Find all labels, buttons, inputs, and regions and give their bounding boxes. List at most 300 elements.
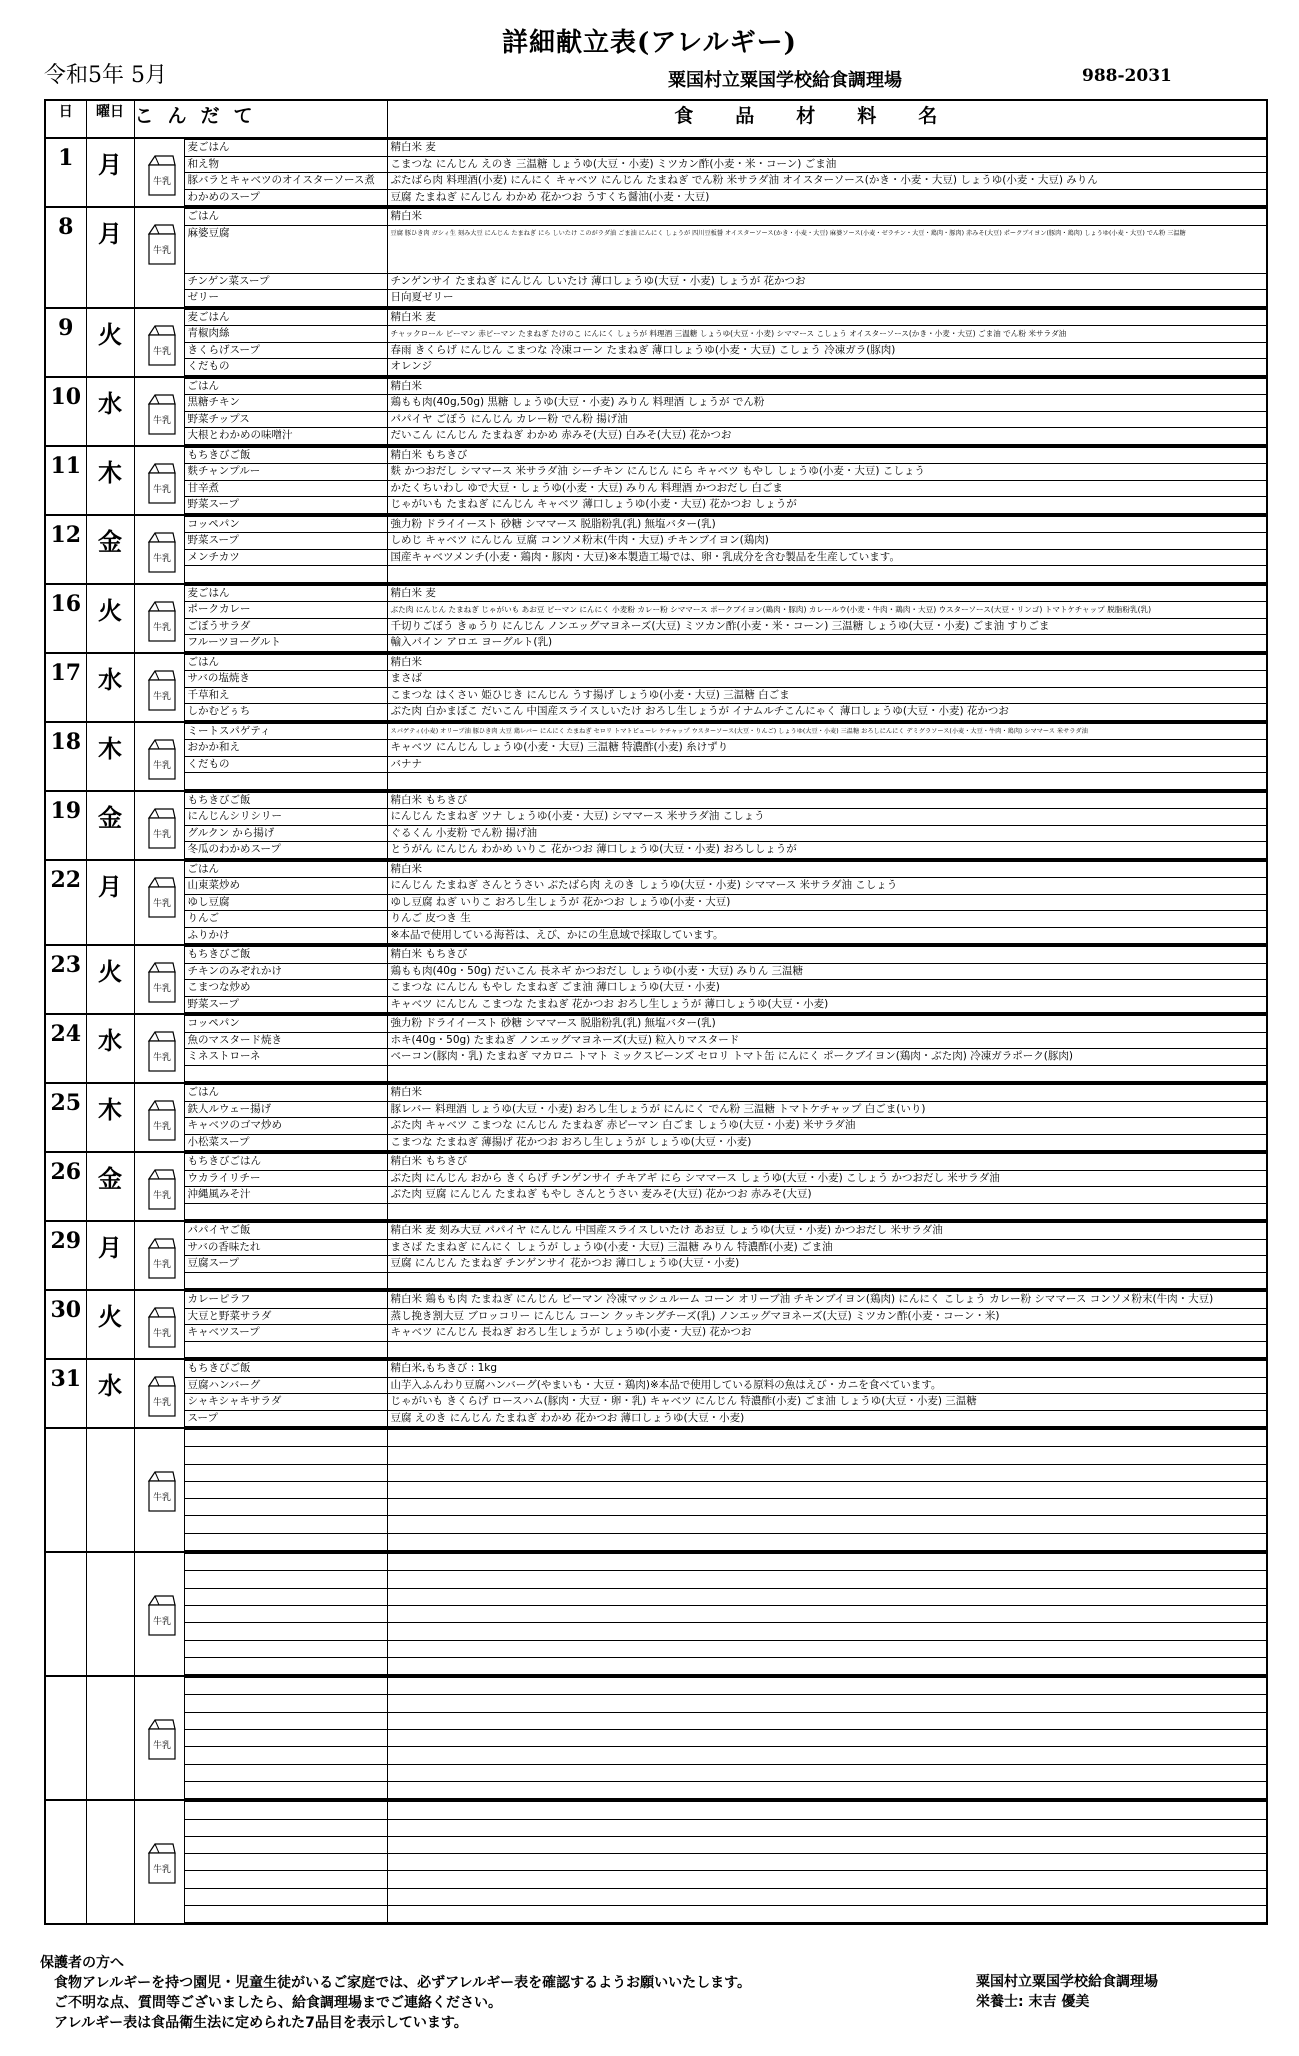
dish-name: 豆腐スープ [185, 1256, 387, 1273]
table-row [45, 1290, 1267, 1359]
table-row [45, 1221, 1267, 1290]
dish-name [185, 1482, 387, 1499]
dish-cell [184, 1359, 387, 1428]
milk-cell [134, 377, 184, 446]
milk-cell [134, 1800, 184, 1924]
dish-name: 麦ごはん [185, 309, 387, 327]
ingredient-line: 精白米 [388, 1084, 1267, 1102]
dish-name: サバの香味たれ [185, 1240, 387, 1257]
day-number: 18 [45, 722, 86, 791]
ingredient-line [388, 1499, 1267, 1516]
table-row [45, 377, 1267, 446]
day-number: 26 [45, 1152, 86, 1221]
dish-name [185, 1906, 387, 1923]
ingredient-line: チンゲンサイ たまねぎ にんじん しいたけ 薄口しょうゆ(大豆・小麦) しょうが 花かつお [388, 274, 1267, 291]
dish-name [185, 1713, 387, 1730]
dish-name: 青椒肉絲 [185, 326, 387, 343]
milk-cell [134, 1290, 184, 1359]
dish-name: 大根とわかめの味噌汁 [185, 428, 387, 445]
ingredient-line [388, 1765, 1267, 1782]
svg-text:牛乳: 牛乳 [152, 415, 171, 426]
dish-cell [184, 515, 387, 584]
dish-cell [184, 1290, 387, 1359]
weekday: 金 [86, 791, 134, 860]
svg-text:牛乳: 牛乳 [152, 1617, 171, 1628]
table-row [45, 1676, 1267, 1800]
ingredient-line: 豆腐 えのき にんじん たまねぎ わかめ 花かつお 薄口しょうゆ(大豆・小麦) [388, 1411, 1267, 1428]
day-number: 11 [45, 446, 86, 515]
ingredient-line: 強力粉 ドライイースト 砂糖 シママース 脱脂粉乳(乳) 無塩バター(乳) [388, 516, 1267, 534]
day-number: 16 [45, 584, 86, 653]
ingredient-line: 精白米 [388, 654, 1267, 672]
page-title: 詳細献立表(アレルギー) [502, 28, 797, 58]
dish-name [185, 1273, 387, 1290]
ingredient-line: じゃがいも たまねぎ にんじん キャベツ 薄口しょうゆ(小麦・大豆) 花かつお しょうが [388, 497, 1267, 514]
ingredient-line: チャックロール ピーマン 赤ピーマン たまねぎ たけのこ にんにく しょうが 料理酒 三温糖 しょうゆ(大豆・小麦) シママース こしょう オイスターソース(かき・小麦・大豆) ごま油 でん粉 米サラダ油 [388, 326, 1267, 343]
dish-name [185, 1889, 387, 1906]
ingredient-line: りんご 皮つき 生 [388, 911, 1267, 928]
ingredient-line: 蒸し挽き割大豆 ブロッコリー にんじん コーン クッキングチーズ(乳) ノンエッグマヨネーズ(大豆) ミツカン酢(小麦・コーン・米) [388, 1309, 1267, 1326]
header-weekday: 曜日 [86, 100, 134, 138]
ingredient-line: 精白米 麦 [388, 139, 1267, 157]
milk-cell [134, 722, 184, 791]
ingredients-cell [387, 1359, 1267, 1428]
dish-name: コッペパン [185, 1015, 387, 1033]
ingredients-cell [387, 1428, 1267, 1552]
svg-text:牛乳: 牛乳 [152, 1260, 171, 1270]
ingredients-cell [387, 446, 1267, 515]
dish-name [185, 1623, 387, 1640]
ingredients-cell [387, 515, 1267, 584]
day-number: 22 [45, 860, 86, 946]
dish-name: こまつな炒め [185, 980, 387, 997]
ingredient-line: 精白米 麦 [388, 309, 1267, 327]
ingredient-line: 国産キャベツメンチ(小麦・鶏肉・豚肉・大豆)※本製造工場では、卵・乳成分を含む製品を生産しています。 [388, 550, 1267, 567]
dish-name: キャベツのゴマ炒め [185, 1118, 387, 1135]
ingredient-line [388, 1553, 1267, 1571]
dish-name [185, 1641, 387, 1658]
ingredient-line [388, 1906, 1267, 1923]
milk-carton-icon [145, 1374, 179, 1418]
milk-carton-icon [145, 461, 179, 505]
dish-cell [184, 138, 387, 207]
ingredients-cell [387, 653, 1267, 722]
ingredient-line: ぶたばら肉 料理酒(小麦) にんにく キャベツ にんじん たまねぎ でん粉 米サラダ油 オイスターソース(かき・小麦・大豆) しょうゆ(小麦・大豆) みりん [388, 173, 1267, 190]
svg-text:牛乳: 牛乳 [152, 246, 171, 256]
dish-name: ふりかけ [185, 928, 387, 945]
ingredient-line [388, 1623, 1267, 1640]
dish-name: キャベツスープ [185, 1325, 387, 1342]
footer-line-2: ご不明な点、質問等ございましたら、給食調理場までご連絡ください。 [54, 1995, 502, 2011]
ingredient-line: ぶた肉 キャベツ こまつな にんじん たまねぎ 赤ピーマン 白ごま しょうゆ(大豆・小麦) 米サラダ油 [388, 1118, 1267, 1135]
dish-name [185, 1204, 387, 1221]
header-day: 日 [45, 100, 86, 138]
milk-carton-icon [145, 960, 179, 1004]
weekday: 月 [86, 138, 134, 207]
ingredient-line: 春雨 きくらげ にんじん こまつな 冷凍コーン たまねぎ 薄口しょうゆ(小麦・大豆) こしょう 冷凍ガラ(豚肉) [388, 343, 1267, 360]
dish-name: ウカライリチー [185, 1171, 387, 1188]
ingredient-line: スパゲティ(小麦) オリーブ油 豚ひき肉 大豆 鶏レバー にんにく たまねぎ セロリ トマトピューレ ケチャップ ウスターソース(大豆・りんご) しょうゆ(大豆・小麦) 三温糖 おろしにんにく デミグラソース(小麦・大豆・牛肉・鶏肉) シママース 米サラダ油 [388, 723, 1267, 741]
ingredient-line: 精白米 [388, 378, 1267, 396]
ingredient-line [388, 1747, 1267, 1764]
dish-name: ゆし豆腐 [185, 895, 387, 912]
dish-cell [184, 653, 387, 722]
svg-text:牛乳: 牛乳 [152, 484, 171, 495]
dish-name: パパイヤご飯 [185, 1222, 387, 1240]
table-row [45, 1083, 1267, 1152]
ingredient-line: かたくちいわし ゆで大豆・しょうゆ(小麦・大豆) みりん 料理酒 かつおだし 白ごま [388, 481, 1267, 498]
header-dish: こんだて [134, 100, 387, 138]
weekday: 木 [86, 722, 134, 791]
ingredient-line: 輸入パイン アロエ ヨーグルト(乳) [388, 635, 1267, 652]
ingredients-cell [387, 138, 1267, 207]
dish-name [185, 1447, 387, 1464]
table-row [45, 584, 1267, 653]
svg-text:牛乳: 牛乳 [152, 1493, 171, 1503]
dish-name: シャキシャキサラダ [185, 1394, 387, 1411]
milk-carton-icon [145, 875, 179, 919]
table-row [45, 207, 1267, 308]
dish-name [185, 1571, 387, 1588]
day-number: 31 [45, 1359, 86, 1428]
ingredient-line [388, 1871, 1267, 1888]
milk-carton-icon [145, 1029, 179, 1073]
ingredient-line: 鶏もも肉(40g,50g) 黒糖 しょうゆ(大豆・小麦) みりん 料理酒 しょうが でん粉 [388, 395, 1267, 412]
weekday: 月 [86, 207, 134, 308]
milk-cell [134, 584, 184, 653]
dish-name [185, 1820, 387, 1837]
dish-cell [184, 377, 387, 446]
dish-name: ごはん [185, 654, 387, 672]
ingredient-line: 強力粉 ドライイースト 砂糖 シママース 脱脂粉乳(乳) 無塩バター(乳) [388, 1015, 1267, 1033]
ingredient-line: 精白米 [388, 861, 1267, 879]
dish-name: 野菜スープ [185, 497, 387, 514]
ingredient-line: しめじ キャベツ にんじん 豆腐 コンソメ粉末(牛肉・大豆) チキンブイヨン(鶏肉) [388, 533, 1267, 550]
ingredient-line [388, 1571, 1267, 1588]
dish-name: チキンのみぞれかけ [185, 964, 387, 981]
dish-name: 黒糖チキン [185, 395, 387, 412]
dish-name: 大豆と野菜サラダ [185, 1309, 387, 1326]
ingredient-line [388, 1695, 1267, 1712]
day-number: 19 [45, 791, 86, 860]
footer-heading: 保護者の方へ [40, 1955, 124, 1971]
milk-carton-icon [145, 806, 179, 850]
table-row [45, 653, 1267, 722]
dish-name: 豆腐ハンバーグ [185, 1378, 387, 1395]
ingredient-line [388, 1854, 1267, 1871]
dish-name [185, 1553, 387, 1571]
ingredient-line: 精白米 麦 [388, 585, 1267, 603]
ingredient-line [388, 1837, 1267, 1854]
dish-cell [184, 791, 387, 860]
footer-dietitian: 栄養士: 末吉 優美 [976, 1994, 1090, 2010]
dish-name: 野菜チップス [185, 412, 387, 429]
milk-cell [134, 207, 184, 308]
dish-name: グルクン から揚げ [185, 826, 387, 843]
milk-carton-icon [145, 737, 179, 781]
milk-cell [134, 1428, 184, 1552]
ingredient-line: パパイヤ ごぼう にんじん カレー粉 でん粉 揚げ油 [388, 412, 1267, 429]
day-number: 30 [45, 1290, 86, 1359]
table-row [45, 1428, 1267, 1552]
table-row [45, 1359, 1267, 1428]
footer-signature [976, 1972, 1158, 2012]
dish-name [185, 1747, 387, 1764]
menu-body [45, 138, 1267, 1924]
dish-name [185, 1782, 387, 1799]
ingredient-line [388, 1889, 1267, 1906]
dish-name [185, 1589, 387, 1606]
dish-name: 小松菜スープ [185, 1135, 387, 1152]
day-number [45, 1800, 86, 1924]
weekday: 火 [86, 945, 134, 1014]
dish-name: 甘辛煮 [185, 481, 387, 498]
table-row [45, 308, 1267, 377]
dish-name: くだもの [185, 359, 387, 376]
dish-name [185, 1516, 387, 1533]
ingredient-line [388, 1465, 1267, 1482]
table-row [45, 1152, 1267, 1221]
ingredient-line: ぶた肉 にんじん おから きくらげ チンゲンサイ チキアギ にら シママース しょうゆ(大豆・小麦) こしょう かつおだし 米サラダ油 [388, 1171, 1267, 1188]
table-row [45, 722, 1267, 791]
dish-name: おかか和え [185, 740, 387, 757]
dish-cell [184, 1676, 387, 1800]
dish-name [185, 1730, 387, 1747]
dish-name: 鉄人ルウェー揚げ [185, 1102, 387, 1119]
ingredient-line: ベーコン(豚肉・乳) たまねぎ マカロニ トマト ミックスビーンズ セロリ トマト缶 にんにく ポークブイヨン(鶏肉・ぶた肉) 冷凍ガラポーク(豚肉) [388, 1049, 1267, 1066]
dish-name: 野菜スープ [185, 997, 387, 1014]
svg-text:牛乳: 牛乳 [152, 1191, 171, 1201]
milk-carton-icon [145, 323, 179, 367]
dish-cell [184, 1152, 387, 1221]
dish-name: にんじんシリシリー [185, 809, 387, 826]
ingredient-line [388, 1677, 1267, 1695]
ingredient-line: 豆腐 にんじん たまねぎ チンゲンサイ 花かつお 薄口しょうゆ(大豆・小麦) [388, 1256, 1267, 1273]
dish-name [185, 1066, 387, 1083]
organization-name: 粟国村立粟国学校給食調理場 [668, 70, 902, 91]
weekday: 金 [86, 515, 134, 584]
ingredient-line: キャベツ にんじん こまつな たまねぎ 花かつお おろし生しょうが 薄口しょうゆ(大豆・小麦) [388, 997, 1267, 1014]
milk-carton-icon [145, 1098, 179, 1142]
svg-text:牛乳: 牛乳 [152, 1398, 171, 1408]
milk-cell [134, 1552, 184, 1676]
ingredient-line [388, 1342, 1267, 1359]
ingredients-cell [387, 722, 1267, 791]
day-number [45, 1676, 86, 1800]
dish-name: フルーツヨーグルト [185, 635, 387, 652]
ingredient-line [388, 1482, 1267, 1499]
milk-carton-icon [145, 392, 179, 436]
ingredients-cell [387, 1552, 1267, 1676]
day-number [45, 1552, 86, 1676]
weekday: 水 [86, 653, 134, 722]
milk-carton-icon [145, 1593, 179, 1637]
ingredient-line [388, 1730, 1267, 1747]
milk-cell [134, 1014, 184, 1083]
ingredient-line: 精白米 もちきび [388, 447, 1267, 465]
ingredient-line: ぶた肉 にんじん たまねぎ じゃがいも あお豆 ピーマン にんにく 小麦粉 カレー粉 シママース ポークブイヨン(鶏肉・豚肉) カレールウ(小麦・牛肉・鶏肉・大豆) ウスターソース(大豆・リンゴ) トマトケチャップ 脱脂粉乳(乳) [388, 602, 1267, 619]
ingredient-line [388, 1429, 1267, 1447]
dish-name [185, 1837, 387, 1854]
dish-name: 山東菜炒め [185, 878, 387, 895]
footer-notes [40, 1953, 751, 2033]
weekday: 水 [86, 377, 134, 446]
svg-text:牛乳: 牛乳 [152, 1122, 171, 1132]
ingredient-line: ゆし豆腐 ねぎ いりこ おろし生しょうが 花かつお しょうゆ(小麦・大豆) [388, 895, 1267, 912]
ingredient-line: とうがん にんじん わかめ いりこ 花かつお 薄口しょうゆ(大豆・小麦) おろししょうが [388, 842, 1267, 859]
milk-cell [134, 653, 184, 722]
ingredient-line: ※本品で使用している海苔は、えび、かにの生息域で採取しています。 [388, 928, 1267, 945]
svg-text:牛乳: 牛乳 [152, 1865, 171, 1876]
ingredient-line: だいこん にんじん たまねぎ わかめ 赤みそ(大豆) 白みそ(大豆) 花かつお [388, 428, 1267, 445]
ingredient-line: 山芋入ふんわり豆腐ハンバーグ(やまいも・大豆・鶏肉)※本品で使用している原料の魚はえび・カニを食べています。 [388, 1378, 1267, 1395]
table-row [45, 515, 1267, 584]
dish-name: ごぼうサラダ [185, 619, 387, 636]
dish-name: ミートスパゲティ [185, 723, 387, 741]
phone-number: 988-2031 [1082, 66, 1172, 86]
day-number: 12 [45, 515, 86, 584]
milk-carton-icon [145, 599, 179, 643]
table-row [45, 138, 1267, 207]
milk-cell [134, 138, 184, 207]
dish-name: もちきびご飯 [185, 1360, 387, 1378]
milk-cell [134, 1083, 184, 1152]
ingredient-line: にんじん たまねぎ さんとうさい ぶたばら肉 えのき しょうゆ(大豆・小麦) シママース 米サラダ油 こしょう [388, 878, 1267, 895]
dish-name: ごはん [185, 861, 387, 879]
milk-cell [134, 515, 184, 584]
milk-cell [134, 1676, 184, 1800]
milk-carton-icon [145, 1236, 179, 1280]
dish-name [185, 773, 387, 790]
dish-name: きくらげスープ [185, 343, 387, 360]
weekday: 水 [86, 1014, 134, 1083]
weekday: 火 [86, 308, 134, 377]
ingredient-line: こまつな たまねぎ 薄揚げ 花かつお おろし生しょうが しょうゆ(大豆・小麦) [388, 1135, 1267, 1152]
weekday: 火 [86, 584, 134, 653]
ingredient-line: 豚レバー 料理酒 しょうゆ(大豆・小麦) おろし生しょうが にんにく でん粉 三温糖 トマトケチャップ 白ごま(いり) [388, 1102, 1267, 1119]
ingredient-line: 精白米 [388, 208, 1267, 226]
ingredient-line [388, 1606, 1267, 1623]
ingredient-line: 豆腐 たまねぎ にんじん わかめ 花かつお うすくち醤油(小麦・大豆) [388, 190, 1267, 207]
ingredient-line: 千切りごぼう きゅうり にんじん ノンエッグマヨネーズ(大豆) ミツカン酢(小麦・米・コーン) 三温糖 しょうゆ(大豆・小麦) ごま油 すりごま [388, 619, 1267, 636]
dish-name: チンゲン菜スープ [185, 274, 387, 291]
dish-name: もちきびご飯 [185, 946, 387, 964]
dish-name: ごはん [185, 1084, 387, 1102]
dish-name [185, 1606, 387, 1623]
ingredient-line [388, 1801, 1267, 1819]
svg-text:牛乳: 牛乳 [152, 622, 171, 633]
svg-text:牛乳: 牛乳 [152, 691, 171, 702]
footer-line-3: アレルギー表は食品衛生法に定められた7品目を表示しています。 [54, 2015, 468, 2031]
dish-name: 千草和え [185, 688, 387, 705]
ingredients-cell [387, 1014, 1267, 1083]
dish-name: わかめのスープ [185, 190, 387, 207]
svg-text:牛乳: 牛乳 [152, 553, 171, 564]
ingredient-line: にんじん たまねぎ ツナ しょうゆ(小麦・大豆) シママース 米サラダ油 こしょう [388, 809, 1267, 826]
weekday: 水 [86, 1359, 134, 1428]
ingredient-line [388, 1713, 1267, 1730]
day-number: 25 [45, 1083, 86, 1152]
day-number: 1 [45, 138, 86, 207]
ingredient-line [388, 1589, 1267, 1606]
dish-name: 野菜スープ [185, 533, 387, 550]
table-row [45, 791, 1267, 860]
table-header-row [45, 100, 1267, 138]
dish-name: ポークカレー [185, 602, 387, 619]
dish-name: しかむどぅち [185, 704, 387, 721]
dish-name: くだもの [185, 757, 387, 774]
dish-name: りんご [185, 911, 387, 928]
dish-name: 麦ごはん [185, 139, 387, 157]
svg-text:牛乳: 牛乳 [152, 1741, 171, 1752]
table-row [45, 1800, 1267, 1924]
dish-name [185, 1342, 387, 1359]
dish-cell [184, 1552, 387, 1676]
dish-name [185, 1465, 387, 1482]
ingredient-line: バナナ [388, 757, 1267, 774]
dish-name [185, 1499, 387, 1516]
ingredient-line [388, 1204, 1267, 1221]
milk-carton-icon [145, 1167, 179, 1211]
dish-cell [184, 1428, 387, 1552]
dish-name: もちきびご飯 [185, 792, 387, 810]
ingredients-cell [387, 1676, 1267, 1800]
dish-cell [184, 1014, 387, 1083]
ingredient-line: ホキ(40g・50g) たまねぎ ノンエッグマヨネーズ(大豆) 粒入りマスタード [388, 1033, 1267, 1050]
ingredients-cell [387, 308, 1267, 377]
dish-cell [184, 945, 387, 1014]
day-number: 23 [45, 945, 86, 1014]
ingredient-line [388, 773, 1267, 790]
ingredient-line [388, 1820, 1267, 1837]
dish-name [185, 1854, 387, 1871]
dish-cell [184, 1800, 387, 1924]
table-row [45, 1552, 1267, 1676]
milk-carton-icon [145, 1469, 179, 1513]
ingredient-line: 麩 かつおだし シママース 米サラダ油 シーチキン にんじん にら キャベツ もやし しょうゆ(小麦・大豆) こしょう [388, 464, 1267, 481]
ingredients-cell [387, 860, 1267, 946]
ingredient-line [388, 1066, 1267, 1083]
day-number: 8 [45, 207, 86, 308]
day-number: 29 [45, 1221, 86, 1290]
svg-text:牛乳: 牛乳 [152, 177, 171, 187]
dish-cell [184, 722, 387, 791]
dish-cell [184, 584, 387, 653]
svg-text:牛乳: 牛乳 [152, 1329, 171, 1339]
svg-text:牛乳: 牛乳 [152, 760, 171, 771]
weekday [86, 1428, 134, 1552]
dish-cell [184, 207, 387, 308]
ingredients-cell [387, 1290, 1267, 1359]
ingredient-line: ぐるくん 小麦粉 でん粉 揚げ油 [388, 826, 1267, 843]
dish-name [185, 1695, 387, 1712]
day-number: 24 [45, 1014, 86, 1083]
svg-text:牛乳: 牛乳 [152, 829, 171, 840]
dish-name: 和え物 [185, 157, 387, 174]
ingredient-line: 豆腐 豚ひき肉 ガシィ生 刻み大豆 にんじん たまねぎ にら しいたけ このがラダ油 ごま油 にんにく しょうが 四川豆板醤 オイスターソース(かき・小麦・大豆) 麻婆ソース(小麦・ゼラチン・大豆・鶏肉・豚肉) 赤みそ(大豆) ポークブイヨン(豚肉・鶏肉) しょうゆ(小麦・大豆) でん粉 三温糖 [388, 226, 1267, 274]
milk-cell [134, 1221, 184, 1290]
ingredient-line: 精白米 鶏もも肉 たまねぎ にんじん ピーマン 冷凍マッシュルーム コーン オリーブ油 チキンブイヨン(鶏肉) にんにく こしょう カレー粉 シママース コンソメ粉末(牛肉・大豆) [388, 1291, 1267, 1309]
dish-name: コッペパン [185, 516, 387, 534]
ingredients-cell [387, 1152, 1267, 1221]
day-number: 17 [45, 653, 86, 722]
ingredient-line: 精白米 もちきび [388, 1153, 1267, 1171]
dish-name: 麦ごはん [185, 585, 387, 603]
svg-text:牛乳: 牛乳 [152, 898, 171, 909]
dish-name: 冬瓜のわかめスープ [185, 842, 387, 859]
footer-line-1: 食物アレルギーを持つ園児・児童生徒がいるご家庭では、必ずアレルギー表を確認するようお願いいたします。 [54, 1975, 752, 1991]
dish-name [185, 1658, 387, 1675]
